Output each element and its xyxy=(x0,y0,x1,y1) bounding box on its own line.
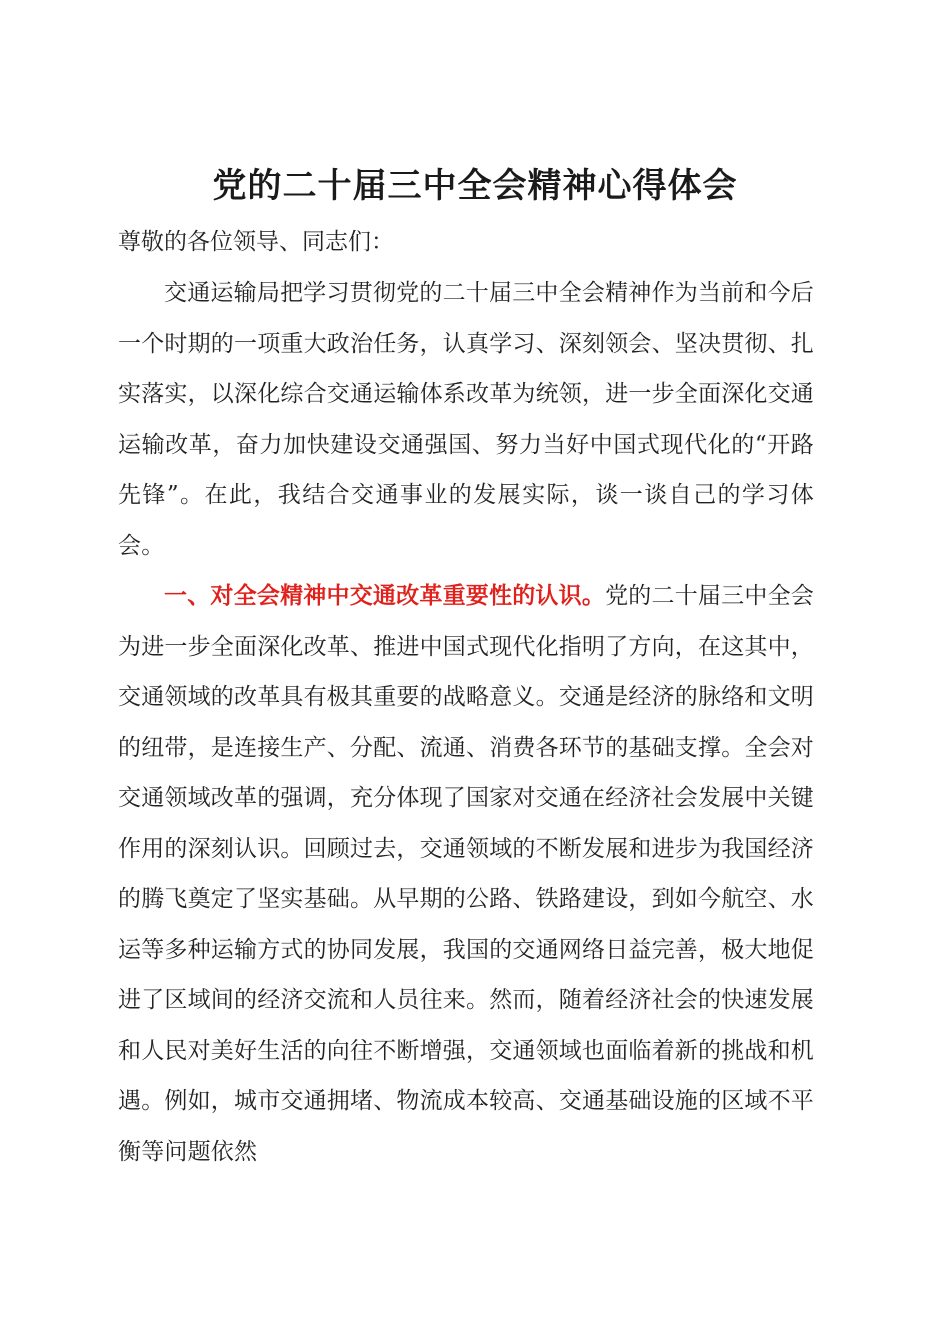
paragraph-section-1 xyxy=(118,571,814,1177)
paragraph-intro: 交通运输局把学习贯彻党的二十届三中全会精神作为当前和今后一个时期的一项重大政治任务，认真学习、深刻领会、坚决贯彻、扎实落实，以深化综合交通运输体系改革为统领，进一步全面深化交通运输改革，奋力加快建设交通强国、努力当好中国式现代化的“开路先锋”。在此，我结合交通事业的发展实际，谈一谈自己的学习体会。 xyxy=(118,280,814,559)
section-1-heading: 一、对全会精神中交通改革重要性的认识。 xyxy=(164,583,606,609)
document-body xyxy=(118,218,814,1177)
greeting: 尊敬的各位领导、同志们： xyxy=(118,229,394,255)
document-title: 党的二十届三中全会精神心得体会 xyxy=(212,166,738,206)
section-1-text: 党的二十届三中全会为进一步全面深化改革、推进中国式现代化指明了方向，在这其中，交通领域的改革具有极其重要的战略意义。交通是经济的脉络和文明的纽带，是连接生产、分配、流通、消费各环节的基础支撑。全会对交通领域改革的强调，充分体现了国家对交通在经济社会发展中关键作用的深刻认识。回顾过去，交通领域的不断发展和进步为我国经济的腾飞奠定了坚实基础。从早期的公路、铁路建设，到如今航空、水运等多种运输方式的协同发展，我国的交通网络日益完善，极大地促进了区域间的经济交流和人员往来。然而，随着经济社会的快速发展和人民对美好生活的向往不断增强，交通领域也面临着新的挑战和机遇。例如，城市交通拥堵、物流成本较高、交通基础设施的区域不平衡等问题依然 xyxy=(118,583,814,1165)
